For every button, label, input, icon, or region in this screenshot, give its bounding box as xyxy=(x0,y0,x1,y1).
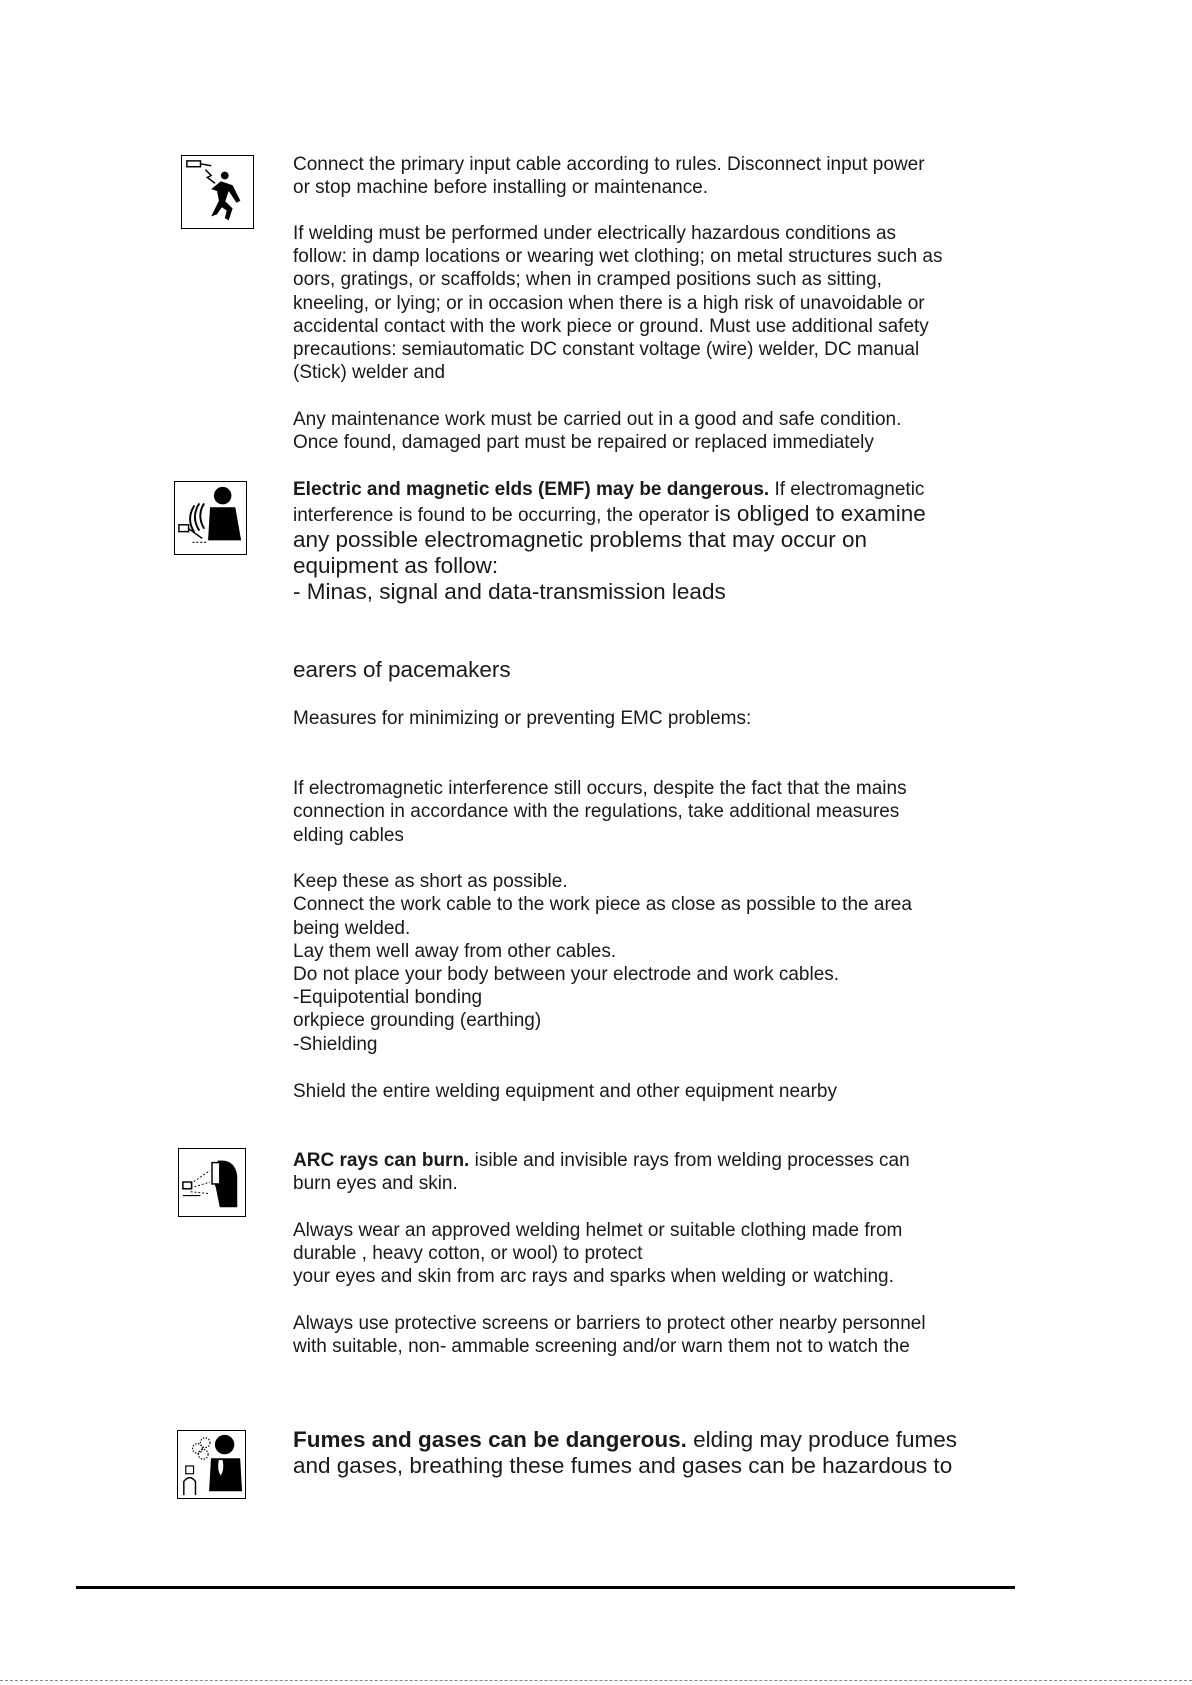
body-text: your eyes and skin from arc rays and sparks when welding or watching. xyxy=(293,1266,894,1287)
emf-line-2-big: is obliged to examine xyxy=(714,501,926,526)
body-text: Always wear an approved welding helmet or suitable clothing made from xyxy=(293,1220,903,1241)
body-text-large: equipment as follow: xyxy=(293,553,499,578)
body-text: Measures for minimizing or preventing EMC problems: xyxy=(293,708,752,729)
body-text: -Equipotential bonding xyxy=(293,987,483,1008)
body-text: Keep these as short as possible. xyxy=(293,871,568,892)
body-text: follow: in damp locations or wearing wet clothing; on metal structures such as xyxy=(293,246,943,267)
body-text: with suitable, non- ammable screening and/or warn them not to watch the xyxy=(293,1336,910,1357)
emf-heading-rest: If electromagnetic xyxy=(769,479,925,500)
body-text: -Shielding xyxy=(293,1034,378,1055)
fumes-gases-icon xyxy=(177,1430,246,1499)
body-text-large: and gases, breathing these fumes and gases can be hazardous to xyxy=(293,1453,953,1478)
body-text-large: any possible electromagnetic problems that may occur on xyxy=(293,527,868,552)
emf-line-2-small: interference is found to be occurring, the operator xyxy=(293,505,715,526)
fumes-heading-bold: Fumes and gases can be dangerous. xyxy=(293,1427,687,1452)
body-text: Once found, damaged part must be repaired or replaced immediately xyxy=(293,432,874,453)
electric-shock-icon xyxy=(181,155,254,229)
body-text: burn eyes and skin. xyxy=(293,1173,458,1194)
body-text: If welding must be performed under electrically hazardous conditions as xyxy=(293,223,897,244)
body-text: Connect the work cable to the work piece as close as possible to the area xyxy=(293,894,912,915)
body-text: being welded. xyxy=(293,918,411,939)
emf-heading-bold: Electric and magnetic elds (EMF) may be dangerous. xyxy=(293,479,770,500)
body-text: accidental contact with the work piece or ground. Must use additional safety xyxy=(293,316,929,337)
body-text: elding cables xyxy=(293,825,404,846)
body-text: durable , heavy cotton, or wool) to protect xyxy=(293,1243,643,1264)
arc-heading-rest: isible and invisible rays from welding processes can xyxy=(469,1150,910,1171)
body-text: Connect the primary input cable according to rules. Disconnect input power xyxy=(293,154,925,175)
page-edge-dashes xyxy=(0,1680,1192,1681)
body-text-large: - Minas, signal and data-transmission leads xyxy=(293,579,726,604)
body-text: connection in accordance with the regulations, take additional measures xyxy=(293,801,900,822)
body-text: (Stick) welder and xyxy=(293,362,446,383)
body-text: or stop machine before installing or maintenance. xyxy=(293,177,709,198)
body-text: kneeling, or lying; or in occasion when there is a high risk of unavoidable or xyxy=(293,293,925,314)
body-text: If electromagnetic interference still occurs, despite the fact that the mains xyxy=(293,778,907,799)
body-text: Always use protective screens or barriers to protect other nearby personnel xyxy=(293,1313,926,1334)
body-text: oors, gratings, or scaffolds; when in cramped positions such as sitting, xyxy=(293,269,882,290)
body-text: precautions: semiautomatic DC constant voltage (wire) welder, DC manual xyxy=(293,339,920,360)
fumes-heading xyxy=(293,1427,957,1453)
body-text: Do not place your body between your electrode and work cables. xyxy=(293,964,840,985)
body-text: Any maintenance work must be carried out in a good and safe condition. xyxy=(293,409,902,430)
body-text: Lay them well away from other cables. xyxy=(293,941,617,962)
footer-rule xyxy=(76,1586,1015,1589)
arc-heading-bold: ARC rays can burn. xyxy=(293,1150,470,1171)
arc-rays-icon xyxy=(178,1148,246,1217)
body-text: Shield the entire welding equipment and other equipment nearby xyxy=(293,1081,837,1102)
fumes-heading-rest: elding may produce fumes xyxy=(686,1427,958,1452)
body-text: orkpiece grounding (earthing) xyxy=(293,1010,542,1031)
body-text-large: earers of pacemakers xyxy=(293,657,511,682)
emf-hazard-icon xyxy=(174,481,247,555)
emf-line-2 xyxy=(293,501,926,527)
arc-heading xyxy=(293,1149,910,1172)
emf-heading xyxy=(293,478,924,501)
